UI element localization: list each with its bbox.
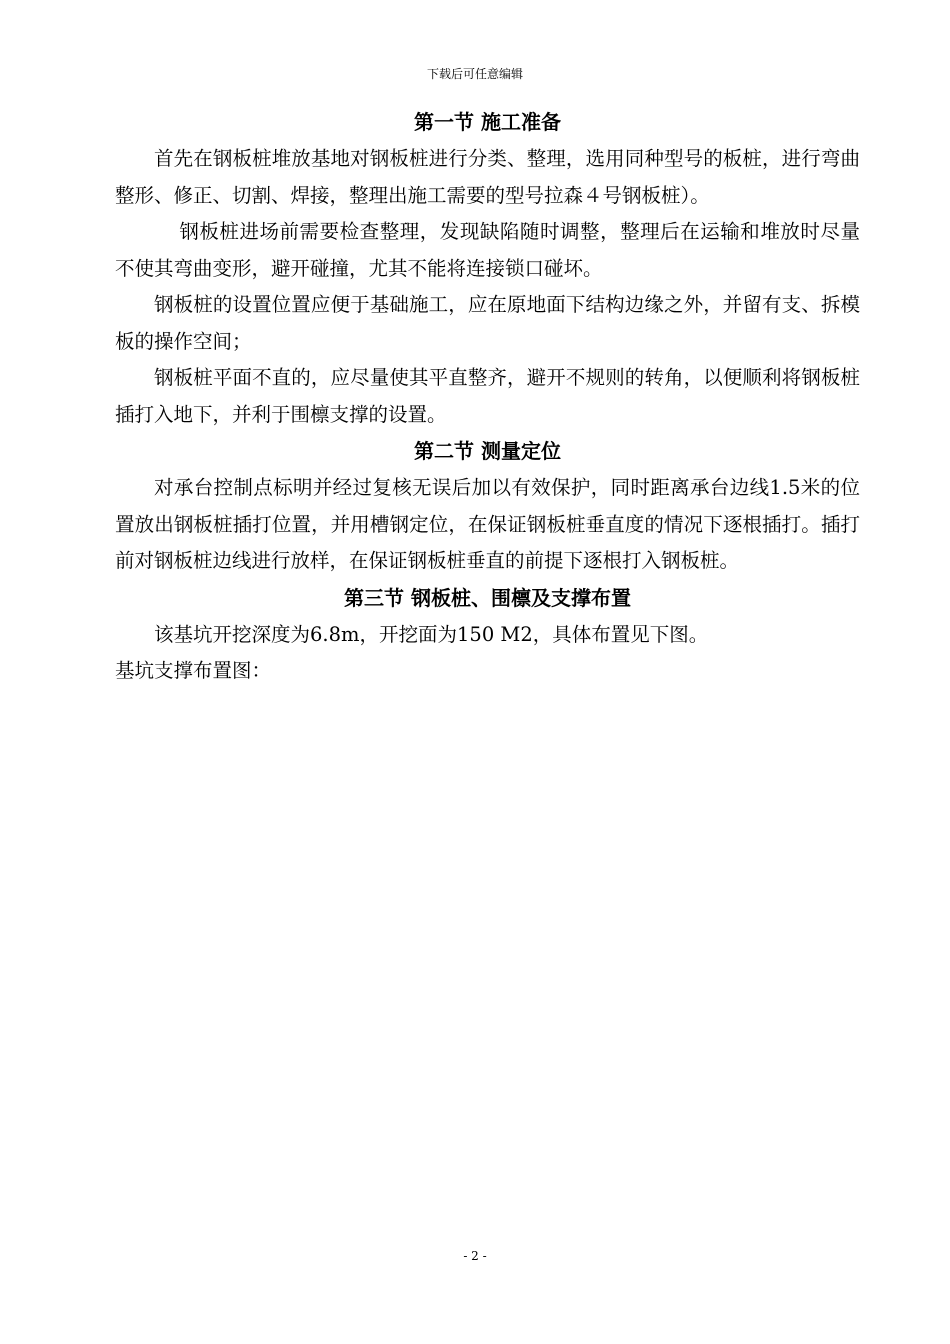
section-title: 第三节 钢板桩、围檩及支撑布置	[344, 585, 631, 610]
section-2	[115, 433, 860, 580]
paragraph: 钢板桩的设置位置应便于基础施工，应在原地面下结构边缘之外，并留有支、拆模板的操作空间；	[115, 293, 860, 353]
figure-caption: 基坑支撑布置图：	[115, 659, 272, 682]
section-3	[115, 580, 860, 690]
paragraph: 钢板桩平面不直的，应尽量使其平直整齐，避开不规则的转角，以便顺利将钢板桩插打入地下，并利于围檩支撑的设置。	[115, 366, 860, 426]
page-header: 下载后可任意编辑	[426, 67, 523, 81]
paragraph: 该基坑开挖深度为6.8m，开挖面为150 M2，具体布置见下图。	[154, 622, 709, 646]
paragraph: 首先在钢板桩堆放基地对钢板桩进行分类、整理，选用同种型号的板桩，进行弯曲整形、修正、切割、焊接，整理出施工需要的型号拉森４号钢板桩）。	[115, 147, 860, 207]
section-1	[115, 104, 860, 433]
page-number: - 2 -	[463, 1249, 487, 1263]
section-title: 第二节 测量定位	[414, 439, 561, 463]
paragraph: 钢板桩进场前需要检查整理，发现缺陷随时调整，整理后在运输和堆放时尽量不使其弯曲变形，避开碰撞，尤其不能将连接锁口碰坏。	[115, 220, 860, 280]
document-body	[115, 104, 860, 690]
section-title: 第一节 施工准备	[414, 110, 561, 134]
paragraph: 对承台控制点标明并经过复核无误后加以有效保护，同时距离承台边线1.5米的位置放出钢板桩插打位置，并用槽钢定位，在保证钢板桩垂直度的情况下逐根插打。插打前对钢板桩边线进行放样，在保证钢板桩垂直的前提下逐根打入钢板桩。	[115, 476, 860, 572]
